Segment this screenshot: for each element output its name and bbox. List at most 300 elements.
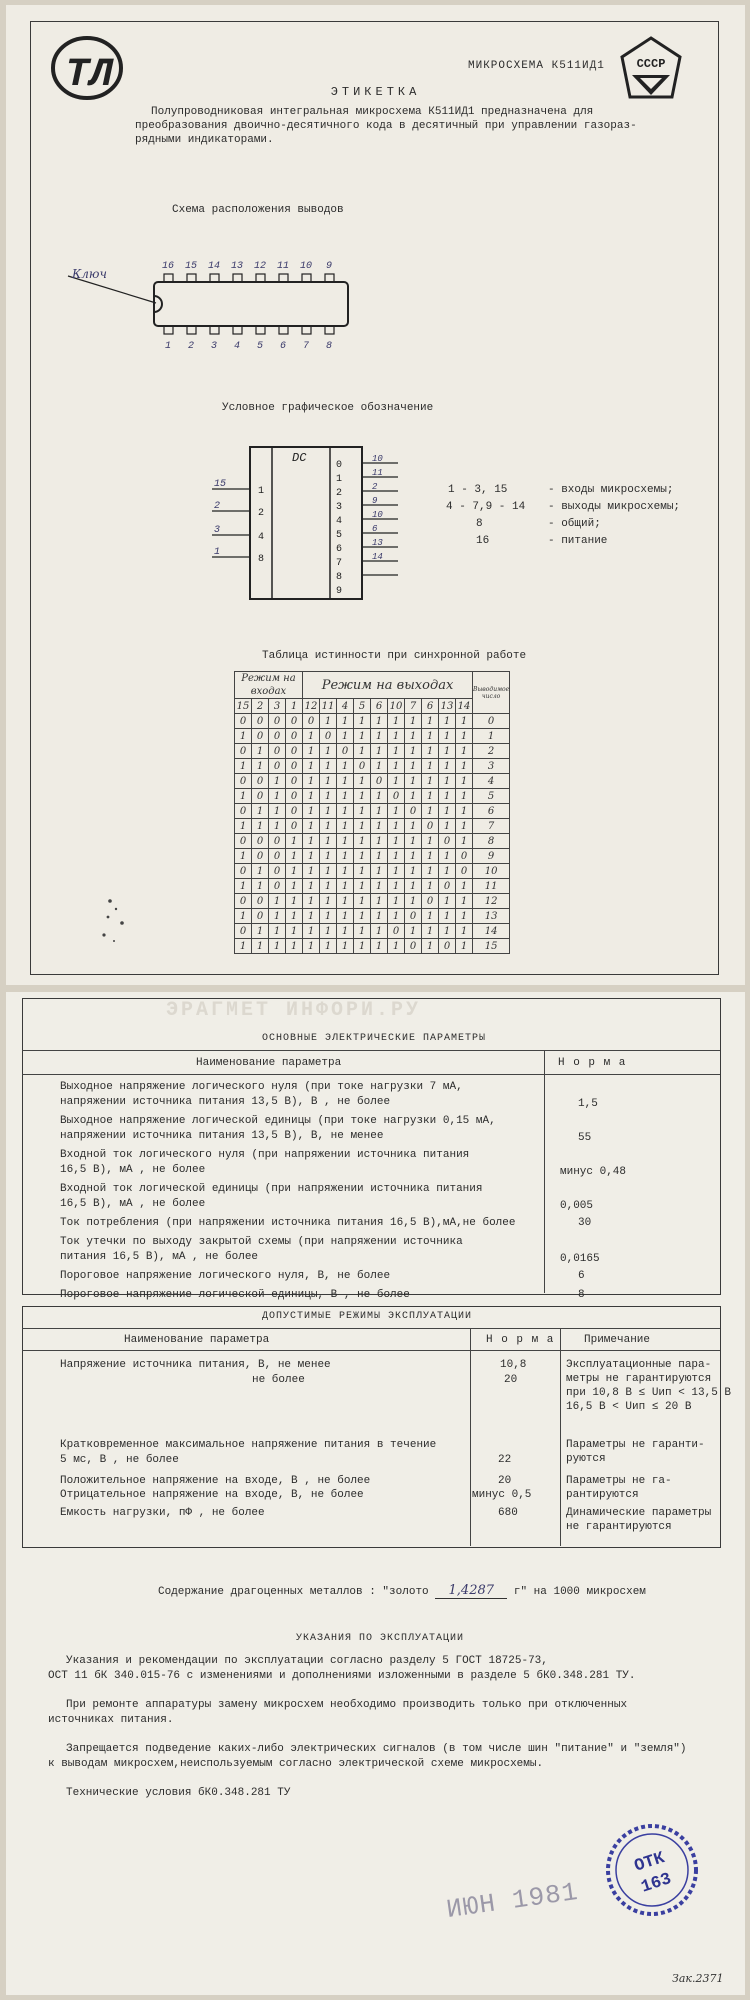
table-cell: 1 bbox=[235, 729, 252, 744]
input-pin-number: 3 bbox=[214, 525, 221, 536]
mode-norm: 22 bbox=[498, 1454, 512, 1466]
table-cell: 1 bbox=[388, 834, 405, 849]
table-cell: 1 bbox=[286, 879, 303, 894]
input-pin-number: 15 bbox=[214, 479, 227, 490]
input-weight: 1 bbox=[258, 486, 265, 497]
table-cell: 1 bbox=[405, 759, 422, 774]
table-cell: 7 bbox=[473, 819, 510, 834]
table-cell: 1 bbox=[303, 939, 320, 954]
table-row bbox=[235, 924, 510, 939]
table-cell: 1 bbox=[235, 909, 252, 924]
table-cell: 0 bbox=[354, 759, 371, 774]
column-header: 15 bbox=[235, 699, 252, 714]
table-cell: 1 bbox=[456, 894, 473, 909]
table-cell: 1 bbox=[303, 789, 320, 804]
table-cell: 1 bbox=[320, 894, 337, 909]
table-cell: 1 bbox=[303, 729, 320, 744]
table-cell: 0 bbox=[235, 804, 252, 819]
input-weight: 2 bbox=[258, 508, 265, 519]
instruction-line: к выводам микросхем,неиспользуемым согласно электрической схеме микросхемы. bbox=[48, 1758, 544, 1770]
table-cell: 1 bbox=[320, 864, 337, 879]
table-cell: 1 bbox=[354, 744, 371, 759]
table-cell: 1 bbox=[337, 714, 354, 729]
table-cell: 1 bbox=[405, 774, 422, 789]
table-cell: 6 bbox=[473, 804, 510, 819]
pin-bottom bbox=[325, 326, 334, 334]
output-index: 8 bbox=[336, 572, 343, 583]
output-index: 7 bbox=[336, 558, 343, 569]
table-cell: 0 bbox=[303, 714, 320, 729]
table-row bbox=[235, 714, 510, 729]
table-cell: 1 bbox=[439, 894, 456, 909]
table-cell: 1 bbox=[388, 894, 405, 909]
table-cell: 1 bbox=[320, 759, 337, 774]
mode-note-line: руются bbox=[566, 1453, 606, 1465]
output-pin-number: 11 bbox=[372, 468, 383, 478]
truth-table-title: Таблица истинности при синхронной работе bbox=[262, 650, 527, 662]
table-cell: 1 bbox=[422, 759, 439, 774]
param-norm: 6 bbox=[578, 1270, 585, 1282]
table-cell: 0 bbox=[252, 774, 269, 789]
table-cell: 1 bbox=[422, 804, 439, 819]
table-cell: 0 bbox=[286, 759, 303, 774]
table-cell: 4 bbox=[473, 774, 510, 789]
logo-text: ТЛ bbox=[60, 52, 118, 98]
output-index: 1 bbox=[336, 474, 343, 485]
table-cell: 1 bbox=[303, 774, 320, 789]
table-cell: 1 bbox=[320, 789, 337, 804]
table-cell: 1 bbox=[269, 894, 286, 909]
table-cell: 1 bbox=[320, 849, 337, 864]
table-cell: 1 bbox=[252, 744, 269, 759]
table-cell: 0 bbox=[269, 834, 286, 849]
table-cell: 0 bbox=[269, 744, 286, 759]
output-pin-number: 6 bbox=[372, 524, 378, 534]
table-cell: 0 bbox=[286, 819, 303, 834]
pin-number-top: 14 bbox=[207, 261, 221, 272]
output-pin-number: 10 bbox=[372, 510, 383, 520]
table-cell: 1 bbox=[320, 774, 337, 789]
table-cell: 1 bbox=[320, 744, 337, 759]
table-cell: 1 bbox=[388, 864, 405, 879]
ink-specks bbox=[100, 889, 140, 949]
table-cell: 1 bbox=[422, 879, 439, 894]
param-norm: 1,5 bbox=[578, 1098, 598, 1110]
param-name-line: Выходное напряжение логического нуля (при токе нагрузки 7 мА, bbox=[60, 1081, 463, 1093]
date-stamp: ИЮН 1981 bbox=[444, 1876, 581, 1926]
mode-note-line: Динамические параметры bbox=[566, 1507, 712, 1519]
table-cell: 1 bbox=[422, 909, 439, 924]
param-name-line: Ток утечки по выходу закрытой схемы (при напряжении источника bbox=[60, 1236, 463, 1248]
instruction-line: Указания и рекомендации по эксплуатации согласно разделу 5 ГОСТ 18725-73, bbox=[66, 1655, 548, 1667]
table-cell: 0 bbox=[269, 714, 286, 729]
table-cell: 1 bbox=[337, 804, 354, 819]
supply-max: 20 bbox=[504, 1374, 518, 1386]
param-name-line: Входной ток логического нуля (при напряжении источника питания bbox=[60, 1149, 470, 1161]
param-name-line: 16,5 В), мА , не более bbox=[60, 1164, 206, 1176]
table-cell: 1 bbox=[354, 849, 371, 864]
pin-bottom bbox=[164, 326, 173, 334]
table-cell: 1 bbox=[235, 849, 252, 864]
table-row bbox=[235, 804, 510, 819]
table-cell: 0 bbox=[422, 894, 439, 909]
table-cell: 1 bbox=[371, 909, 388, 924]
table-row bbox=[235, 774, 510, 789]
table-cell: 0 bbox=[235, 834, 252, 849]
legend-desc: - общий; bbox=[548, 518, 601, 530]
pin-number-top: 13 bbox=[230, 261, 244, 272]
table-cell: 0 bbox=[456, 849, 473, 864]
table-cell: 0 bbox=[439, 879, 456, 894]
precious-metals: Содержание драгоценных металлов : "золото 1,4287 г" на 1000 микросхем bbox=[158, 1583, 646, 1598]
table-cell: 1 bbox=[337, 849, 354, 864]
mode-name-line: Емкость нагрузки, пФ , не более bbox=[60, 1507, 265, 1519]
output-index: 0 bbox=[336, 460, 343, 471]
table-cell: 1 bbox=[439, 819, 456, 834]
table-cell: 0 bbox=[388, 789, 405, 804]
output-index: 4 bbox=[336, 516, 343, 527]
table-cell: 1 bbox=[337, 894, 354, 909]
table-cell: 1 bbox=[422, 924, 439, 939]
table-cell: 0 bbox=[371, 774, 388, 789]
pin-number-top: 11 bbox=[276, 261, 290, 272]
table-cell: 1 bbox=[303, 834, 320, 849]
table-cell: 1 bbox=[371, 819, 388, 834]
table-cell: 1 bbox=[303, 804, 320, 819]
table-cell: 1 bbox=[388, 909, 405, 924]
table-cell: 1 bbox=[235, 939, 252, 954]
table-cell: 0 bbox=[252, 834, 269, 849]
table-cell: 1 bbox=[235, 789, 252, 804]
legend-desc: - выходы микросхемы; bbox=[548, 501, 681, 513]
table-row bbox=[235, 729, 510, 744]
param-norm: 0,0165 bbox=[560, 1253, 600, 1265]
pin-top bbox=[233, 274, 242, 282]
table-cell: 1 bbox=[439, 789, 456, 804]
table-row bbox=[235, 789, 510, 804]
table-cell: 1 bbox=[354, 909, 371, 924]
output-pin-number: 13 bbox=[372, 538, 383, 548]
table-cell: 0 bbox=[252, 714, 269, 729]
table-cell: 1 bbox=[371, 879, 388, 894]
logic-symbol bbox=[202, 445, 422, 605]
table-cell: 1 bbox=[252, 864, 269, 879]
output-pin-number: 10 bbox=[372, 454, 383, 464]
table-cell: 1 bbox=[269, 804, 286, 819]
mode-note-line: Параметры не га- bbox=[566, 1475, 672, 1487]
table-cell: 0 bbox=[269, 864, 286, 879]
table-cell: 1 bbox=[354, 834, 371, 849]
table-cell: 0 bbox=[286, 714, 303, 729]
table-cell: 1 bbox=[337, 774, 354, 789]
table-cell: 1 bbox=[303, 819, 320, 834]
instruction-line: ОСТ 11 бК 340.015-76 с изменениями и дополнениями изложенными в разделе 5 бК0.348.281 ТУ. bbox=[48, 1670, 636, 1682]
table-cell: 1 bbox=[252, 939, 269, 954]
pin-top bbox=[210, 274, 219, 282]
pin-bottom bbox=[233, 326, 242, 334]
table-cell: 1 bbox=[320, 834, 337, 849]
pin-number-top: 15 bbox=[184, 261, 198, 272]
table-cell: 5 bbox=[473, 789, 510, 804]
mode-norm: минус 0,5 bbox=[472, 1489, 532, 1501]
table-row bbox=[235, 819, 510, 834]
modes-col-norm: Н о р м а bbox=[486, 1334, 555, 1346]
table-cell: 0 bbox=[235, 864, 252, 879]
gold-content-value: 1,4287 bbox=[435, 1584, 507, 1599]
output-index: 5 bbox=[336, 530, 343, 541]
param-norm: минус 0,48 bbox=[560, 1166, 627, 1178]
table-cell: 1 bbox=[286, 894, 303, 909]
chip-name: МИКРОСХЕМА К511ИД1 bbox=[468, 60, 605, 72]
table-cell: 0 bbox=[439, 834, 456, 849]
column-header: 11 bbox=[320, 699, 337, 714]
table-cell: 1 bbox=[269, 939, 286, 954]
table-cell: 1 bbox=[303, 879, 320, 894]
supply-note: Эксплуатационные пара- метры не гарантируются при 10,8 В ≤ Uип < 13,5 В 16,5 В < Uип ≤ 20 В bbox=[566, 1359, 732, 1413]
instruction-line: Запрещается подведение каких-либо электрических сигналов (в том числе шин "питание" и "земля") bbox=[66, 1743, 687, 1755]
pin-number-top: 16 bbox=[161, 261, 175, 272]
table-cell: 1 bbox=[388, 714, 405, 729]
table-cell: 0 bbox=[252, 789, 269, 804]
pin-top bbox=[302, 274, 311, 282]
table-cell: 0 bbox=[286, 804, 303, 819]
output-pin-number: 9 bbox=[372, 496, 378, 506]
table-cell: 1 bbox=[371, 924, 388, 939]
column-header: 4 bbox=[337, 699, 354, 714]
param-norm: 0,005 bbox=[560, 1200, 594, 1212]
output-index: 2 bbox=[336, 488, 343, 499]
table-cell: 1 bbox=[439, 849, 456, 864]
table-cell: 1 bbox=[337, 729, 354, 744]
table-cell: 1 bbox=[388, 849, 405, 864]
pinout-diagram bbox=[64, 250, 354, 362]
table-cell: 1 bbox=[439, 729, 456, 744]
description: Полупроводниковая интегральная микросхема К511ИД1 предназначена для преобразования двоично-десятичного кода в десятичный при управлении газораз- рядными индикаторами. bbox=[135, 106, 637, 146]
table-cell: 9 bbox=[473, 849, 510, 864]
column-header: 7 bbox=[405, 699, 422, 714]
table-cell: 3 bbox=[473, 759, 510, 774]
table-cell: 15 bbox=[473, 939, 510, 954]
table-cell: 1 bbox=[320, 804, 337, 819]
table-cell: 1 bbox=[320, 714, 337, 729]
table-cell: 0 bbox=[405, 939, 422, 954]
mode-name-line: Отрицательное напряжение на входе, В, не более bbox=[60, 1489, 364, 1501]
table-cell: 1 bbox=[439, 744, 456, 759]
table-cell: 1 bbox=[354, 894, 371, 909]
table-cell: 1 bbox=[405, 819, 422, 834]
table-cell: 1 bbox=[405, 714, 422, 729]
table-cell: 1 bbox=[405, 894, 422, 909]
legend-pins: 1 - 3, 15 bbox=[448, 484, 508, 496]
mode-norm: 680 bbox=[498, 1507, 518, 1519]
table-cell: 0 bbox=[405, 909, 422, 924]
table-row bbox=[235, 909, 510, 924]
qc-stamp-top: ОТК bbox=[632, 1849, 668, 1877]
pinout-title: Схема расположения выводов bbox=[172, 204, 344, 216]
input-pin-number: 1 bbox=[214, 547, 221, 558]
table-row bbox=[235, 849, 510, 864]
mode-norm: 20 bbox=[498, 1475, 512, 1487]
table-cell: 0 bbox=[473, 714, 510, 729]
table-cell: 1 bbox=[286, 849, 303, 864]
table-cell: 0 bbox=[320, 729, 337, 744]
table-cell: 1 bbox=[456, 819, 473, 834]
param-norm: 8 bbox=[578, 1289, 585, 1301]
pin-top bbox=[325, 274, 334, 282]
order-number: Зак.2371 bbox=[672, 1972, 724, 1985]
table-cell: 1 bbox=[354, 939, 371, 954]
pin-top bbox=[164, 274, 173, 282]
symbol-title: Условное графическое обозначение bbox=[222, 402, 434, 414]
table-cell: 1 bbox=[269, 924, 286, 939]
table-cell: 1 bbox=[286, 834, 303, 849]
table-cell: 1 bbox=[388, 939, 405, 954]
table-cell: 1 bbox=[405, 879, 422, 894]
pin-bottom bbox=[279, 326, 288, 334]
table-cell: 0 bbox=[286, 789, 303, 804]
quality-mark-text: СССР bbox=[636, 57, 666, 71]
column-header: 5 bbox=[354, 699, 371, 714]
column-header: 6 bbox=[371, 699, 388, 714]
pin-number-bottom: 4 bbox=[233, 341, 241, 352]
output-pin-number: 2 bbox=[372, 482, 378, 492]
pin-top bbox=[187, 274, 196, 282]
table-cell: 0 bbox=[269, 759, 286, 774]
table-cell: 0 bbox=[235, 894, 252, 909]
table-cell: 0 bbox=[405, 804, 422, 819]
table-cell: 1 bbox=[371, 759, 388, 774]
table-cell: 1 bbox=[439, 804, 456, 819]
table-cell: 2 bbox=[473, 744, 510, 759]
table-cell: 1 bbox=[456, 939, 473, 954]
table-cell: 1 bbox=[456, 834, 473, 849]
table-cell: 1 bbox=[286, 864, 303, 879]
param-name-line: 16,5 В), мА , не более bbox=[60, 1198, 206, 1210]
table-cell: 1 bbox=[354, 879, 371, 894]
table-cell: 0 bbox=[269, 849, 286, 864]
pin-number-bottom: 1 bbox=[164, 341, 172, 352]
pin-number-bottom: 3 bbox=[210, 341, 218, 352]
table-cell: 1 bbox=[303, 924, 320, 939]
table-cell: 1 bbox=[371, 789, 388, 804]
table-cell: 1 bbox=[456, 759, 473, 774]
table-cell: 1 bbox=[354, 804, 371, 819]
table-cell: 1 bbox=[269, 774, 286, 789]
table-cell: 1 bbox=[439, 924, 456, 939]
table-row bbox=[235, 834, 510, 849]
table-cell: 1 bbox=[439, 864, 456, 879]
table-cell: 1 bbox=[371, 849, 388, 864]
table-cell: 1 bbox=[405, 744, 422, 759]
pin-number-bottom: 2 bbox=[187, 341, 195, 352]
table-cell: 0 bbox=[269, 879, 286, 894]
table-cell: 0 bbox=[235, 774, 252, 789]
table-cell: 1 bbox=[422, 864, 439, 879]
mode-note-line: не гарантируются bbox=[566, 1521, 672, 1533]
table-cell: 1 bbox=[456, 729, 473, 744]
param-name-line: Ток потребления (при напряжении источника питания 16,5 В),мА,не более bbox=[60, 1217, 516, 1229]
table-cell: 12 bbox=[473, 894, 510, 909]
modes-col-note: Примечание bbox=[584, 1334, 651, 1346]
table-cell: 1 bbox=[405, 864, 422, 879]
table-cell: 1 bbox=[320, 819, 337, 834]
table-cell: 1 bbox=[371, 939, 388, 954]
table-cell: 1 bbox=[269, 909, 286, 924]
table-cell: 1 bbox=[456, 714, 473, 729]
mode-note-line: рантируются bbox=[566, 1489, 639, 1501]
table-cell: 1 bbox=[388, 819, 405, 834]
table-cell: 0 bbox=[235, 744, 252, 759]
table-cell: 1 bbox=[286, 924, 303, 939]
pin-number-top: 10 bbox=[299, 261, 313, 272]
instruction-line: При ремонте аппаратуры замену микросхем необходимо производить только при отключенных bbox=[66, 1699, 628, 1711]
electrical-col-name: Наименование параметра bbox=[196, 1057, 342, 1069]
table-cell: 1 bbox=[252, 804, 269, 819]
input-weight: 8 bbox=[258, 554, 265, 565]
table-cell: 0 bbox=[422, 819, 439, 834]
table-cell: 1 bbox=[320, 939, 337, 954]
label-sheet-front bbox=[6, 5, 745, 985]
group-inputs: Режим на входах bbox=[235, 672, 303, 699]
table-cell: 1 bbox=[337, 819, 354, 834]
table-cell: 0 bbox=[252, 909, 269, 924]
table-cell: 1 bbox=[388, 729, 405, 744]
table-cell: 1 bbox=[252, 819, 269, 834]
param-name-line: напряжении источника питания 13,5 В), В , не более bbox=[60, 1096, 391, 1108]
table-row bbox=[235, 759, 510, 774]
table-cell: 1 bbox=[422, 849, 439, 864]
column-header: 13 bbox=[439, 699, 456, 714]
param-norm: 55 bbox=[578, 1132, 592, 1144]
output-index: 9 bbox=[336, 586, 343, 597]
table-cell: 1 bbox=[269, 789, 286, 804]
param-norm: 30 bbox=[578, 1217, 592, 1229]
legend-desc: - входы микросхемы; bbox=[548, 484, 674, 496]
legend-pins: 8 bbox=[476, 518, 483, 530]
table-cell: 1 bbox=[286, 909, 303, 924]
table-cell: 1 bbox=[422, 789, 439, 804]
state-quality-mark bbox=[618, 35, 684, 105]
pin-top bbox=[279, 274, 288, 282]
table-cell: 1 bbox=[252, 879, 269, 894]
table-cell: 1 bbox=[303, 894, 320, 909]
param-name-line: Входной ток логической единицы (при напряжении источника питания bbox=[60, 1183, 483, 1195]
table-cell: 1 bbox=[439, 774, 456, 789]
table-cell: 0 bbox=[235, 714, 252, 729]
table-cell: 1 bbox=[303, 744, 320, 759]
table-cell: 0 bbox=[269, 729, 286, 744]
table-cell: 1 bbox=[456, 879, 473, 894]
mode-note-line: Параметры не гаранти- bbox=[566, 1439, 705, 1451]
table-cell: 13 bbox=[473, 909, 510, 924]
instruction-line: Технические условия бК0.348.281 ТУ bbox=[66, 1787, 291, 1799]
table-cell: 1 bbox=[456, 774, 473, 789]
table-cell: 0 bbox=[252, 894, 269, 909]
table-cell: 1 bbox=[269, 819, 286, 834]
table-cell: 1 bbox=[354, 774, 371, 789]
column-header: 2 bbox=[252, 699, 269, 714]
param-name-line: Пороговое напряжение логической единицы, В , не более bbox=[60, 1289, 410, 1301]
table-row bbox=[235, 744, 510, 759]
pin-number-bottom: 6 bbox=[279, 341, 287, 352]
table-cell: 0 bbox=[286, 744, 303, 759]
table-cell: 1 bbox=[320, 879, 337, 894]
supply-label-max: не более bbox=[252, 1374, 305, 1386]
pin-number-bottom: 7 bbox=[302, 341, 310, 352]
table-cell: 1 bbox=[371, 729, 388, 744]
output-pin-number: 14 bbox=[372, 552, 383, 562]
table-cell: 1 bbox=[252, 759, 269, 774]
